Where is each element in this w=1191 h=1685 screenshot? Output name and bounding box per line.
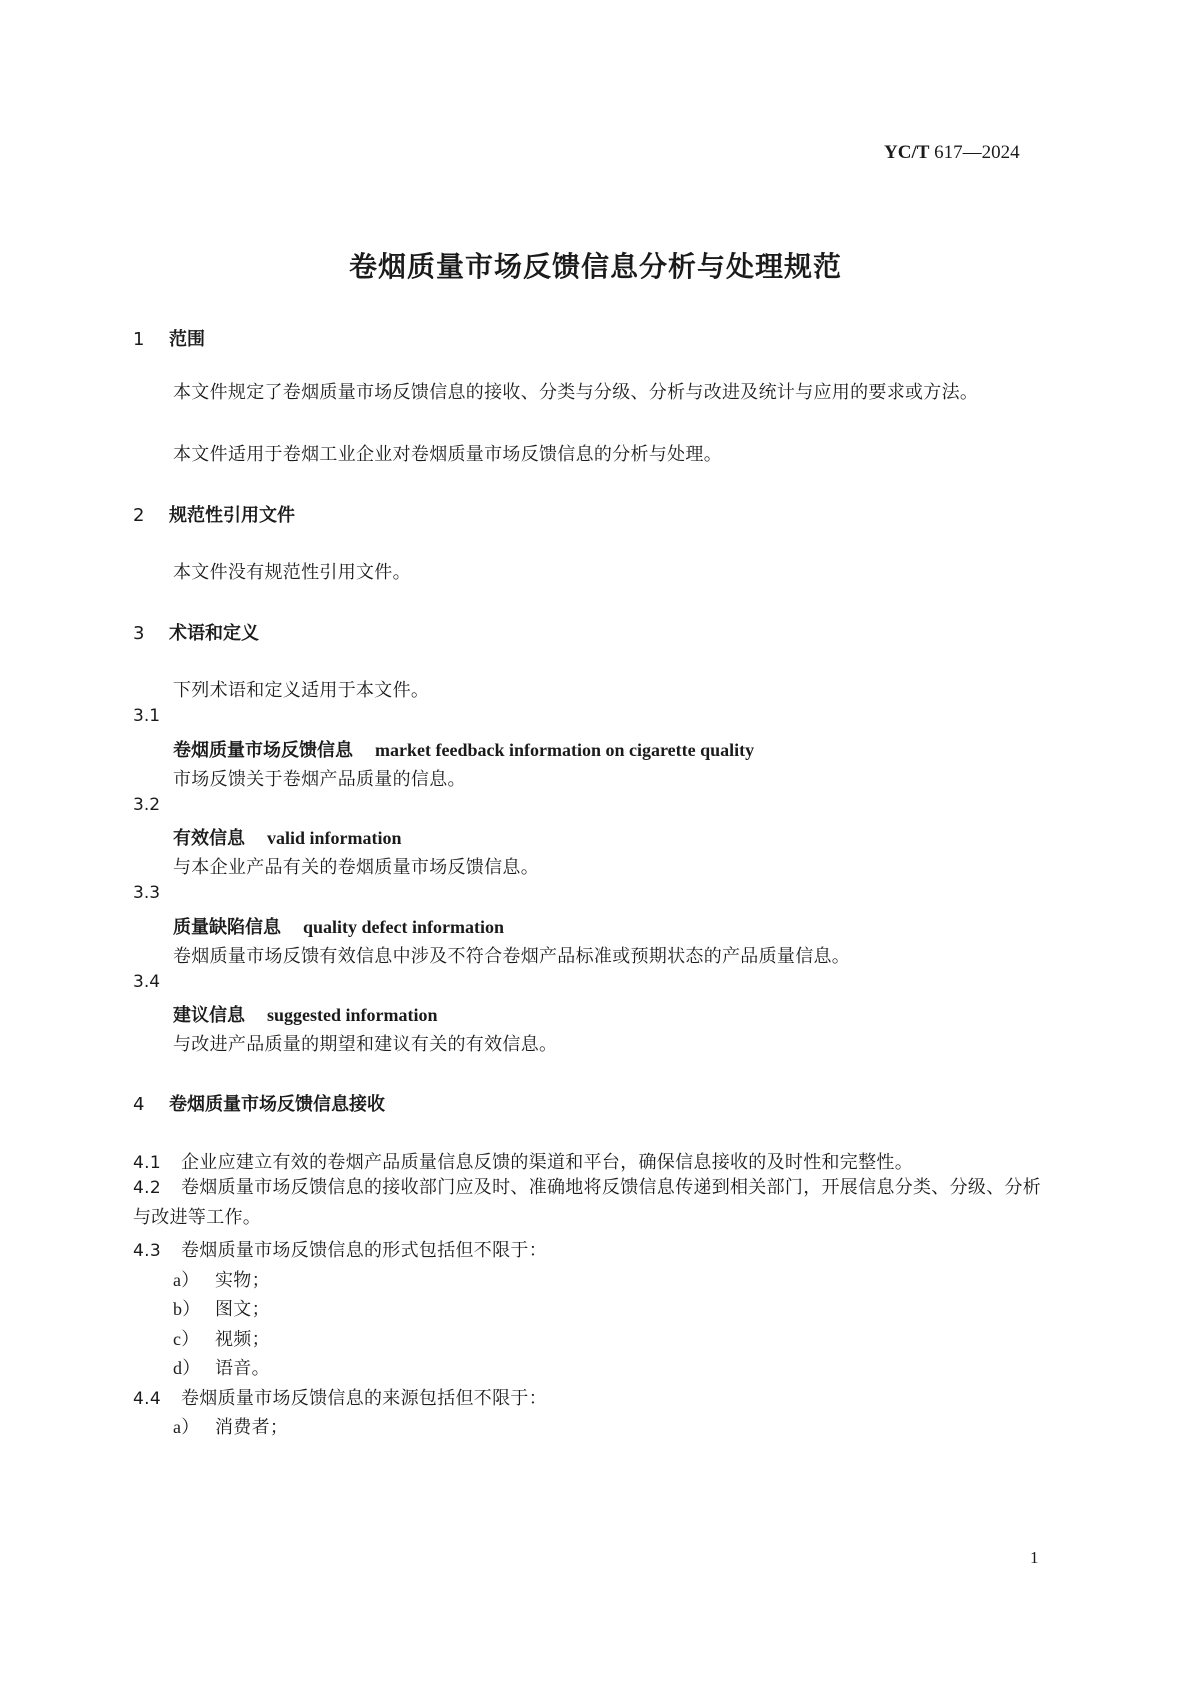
clause-text: 企业应建立有效的卷烟产品质量信息反馈的渠道和平台，确保信息接收的及时性和完整性。 bbox=[181, 1152, 913, 1173]
term-english: market feedback information on cigarette quality bbox=[375, 740, 755, 760]
section-title: 范围 bbox=[169, 329, 205, 350]
section-2-heading bbox=[133, 501, 295, 527]
section-2-paragraph-1: 本文件没有规范性引用文件。 bbox=[173, 562, 411, 583]
term-english: quality defect information bbox=[303, 917, 504, 937]
list-item-text: 视频； bbox=[215, 1329, 270, 1350]
standard-code bbox=[884, 142, 1020, 164]
term-chinese: 卷烟质量市场反馈信息 bbox=[173, 740, 353, 761]
term-definition: 与本企业产品有关的卷烟质量市场反馈信息。 bbox=[173, 857, 539, 878]
list-marker: c） bbox=[173, 1329, 200, 1349]
section-title: 术语和定义 bbox=[169, 623, 259, 644]
section-1-paragraph-1: 本文件规定了卷烟质量市场反馈信息的接收、分类与分级、分析与改进及统计与应用的要求或方法。 bbox=[173, 382, 979, 403]
list-item bbox=[173, 1413, 288, 1439]
list-marker: a） bbox=[173, 1270, 200, 1290]
section-number: 1 bbox=[133, 329, 145, 350]
clause-4-1 bbox=[133, 1148, 913, 1174]
list-marker: b） bbox=[173, 1299, 201, 1319]
clause-number: 4.4 bbox=[133, 1389, 161, 1409]
section-1-heading bbox=[133, 325, 205, 351]
term-entry bbox=[173, 1001, 438, 1027]
term-english: valid information bbox=[267, 828, 402, 848]
term-number: 3.2 bbox=[133, 795, 161, 815]
clause-number: 4.1 bbox=[133, 1153, 161, 1173]
term-chinese: 建议信息 bbox=[173, 1005, 245, 1026]
list-item-text: 消费者； bbox=[215, 1417, 289, 1438]
clause-4-4 bbox=[133, 1384, 547, 1410]
clause-4-2 bbox=[133, 1173, 1058, 1233]
document-title: 卷烟质量市场反馈信息分析与处理规范 bbox=[348, 250, 842, 283]
standard-code-number: 617—2024 bbox=[934, 142, 1020, 163]
term-chinese: 质量缺陷信息 bbox=[173, 917, 281, 938]
section-1-paragraph-2: 本文件适用于卷烟工业企业对卷烟质量市场反馈信息的分析与处理。 bbox=[173, 444, 722, 465]
term-entry bbox=[173, 736, 754, 762]
section-4-heading bbox=[133, 1090, 385, 1116]
standard-code-prefix: YC/T bbox=[884, 142, 930, 163]
section-number: 3 bbox=[133, 623, 145, 644]
term-definition: 与改进产品质量的期望和建议有关的有效信息。 bbox=[173, 1034, 558, 1055]
clause-4-3 bbox=[133, 1236, 547, 1262]
section-3-heading bbox=[133, 619, 259, 645]
page-number: 1 bbox=[1030, 1548, 1039, 1567]
list-item bbox=[173, 1325, 270, 1351]
clause-text: 卷烟质量市场反馈信息的来源包括但不限于： bbox=[181, 1388, 547, 1409]
term-chinese: 有效信息 bbox=[173, 828, 245, 849]
list-item bbox=[173, 1266, 270, 1292]
term-number: 3.3 bbox=[133, 883, 161, 903]
term-number: 3.4 bbox=[133, 972, 161, 992]
section-number: 4 bbox=[133, 1094, 145, 1115]
list-marker: a） bbox=[173, 1417, 200, 1437]
list-item bbox=[173, 1354, 270, 1380]
list-item-text: 实物； bbox=[215, 1270, 270, 1291]
list-marker: d） bbox=[173, 1358, 201, 1378]
clause-text: 卷烟质量市场反馈信息的接收部门应及时、准确地将反馈信息传递到相关部门，开展信息分类、分级、分析与改进等工作。 bbox=[133, 1177, 1042, 1228]
section-3-intro: 下列术语和定义适用于本文件。 bbox=[173, 680, 430, 701]
term-entry bbox=[173, 913, 504, 939]
term-definition: 卷烟质量市场反馈有效信息中涉及不符合卷烟产品标准或预期状态的产品质量信息。 bbox=[173, 946, 851, 967]
section-title: 卷烟质量市场反馈信息接收 bbox=[169, 1094, 385, 1115]
list-item-text: 语音。 bbox=[215, 1358, 270, 1379]
term-english: suggested information bbox=[267, 1005, 438, 1025]
list-item bbox=[173, 1295, 270, 1321]
term-number: 3.1 bbox=[133, 706, 161, 726]
list-item-text: 图文； bbox=[215, 1299, 270, 1320]
term-entry bbox=[173, 824, 402, 850]
section-number: 2 bbox=[133, 505, 145, 526]
clause-text: 卷烟质量市场反馈信息的形式包括但不限于： bbox=[181, 1240, 547, 1261]
clause-number: 4.2 bbox=[133, 1178, 161, 1198]
term-definition: 市场反馈关于卷烟产品质量的信息。 bbox=[173, 769, 466, 790]
section-title: 规范性引用文件 bbox=[169, 505, 295, 526]
clause-number: 4.3 bbox=[133, 1241, 161, 1261]
